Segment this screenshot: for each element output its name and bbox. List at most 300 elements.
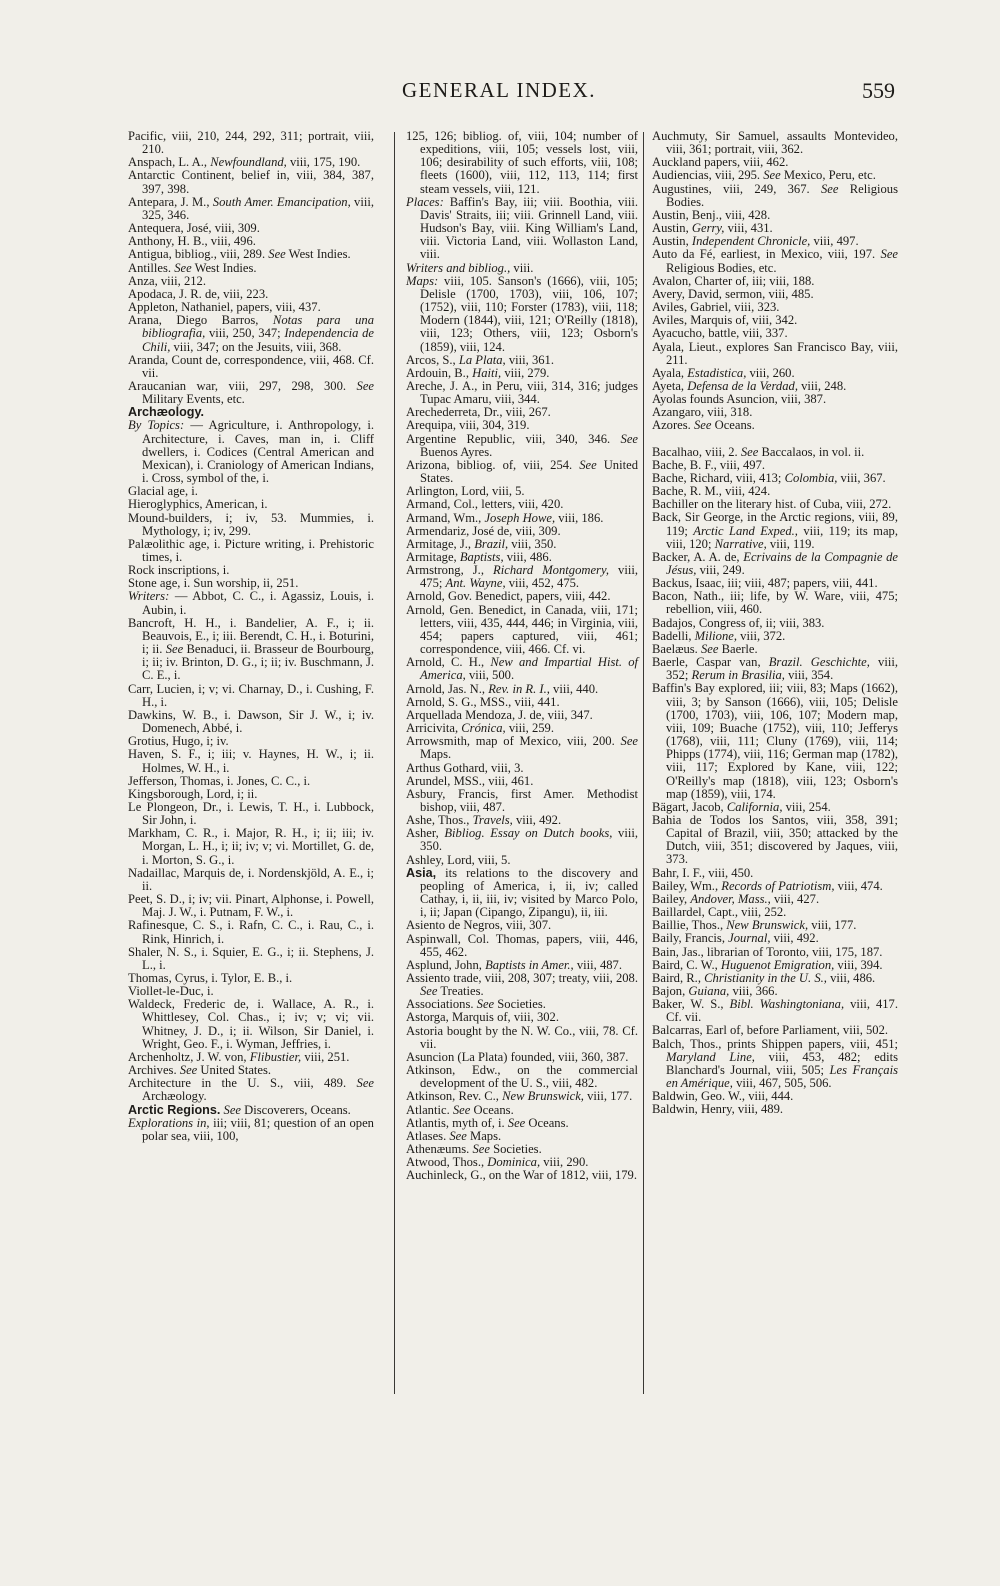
index-text: Armitage, J.,: [406, 536, 475, 551]
index-column-3: [652, 130, 898, 1117]
index-entry: [128, 196, 374, 222]
index-text: viii, 366.: [729, 984, 778, 998]
index-text: viii, 431.: [724, 221, 773, 236]
index-text: Maps:: [406, 273, 439, 288]
index-text: Architecture in the U. S., viii, 489.: [128, 1076, 357, 1091]
index-text: Baily, Francis,: [652, 931, 729, 946]
index-text: Back, Sir George, in the Arctic regions, viii, 89, 119;: [652, 510, 898, 538]
index-text: Notas para una bibliografia,: [142, 313, 374, 341]
index-text: Ayacucho, battle, viii, 337.: [652, 326, 788, 341]
index-entry: [652, 1103, 898, 1116]
index-text: Atkinson, Edw., on the commercial development of the U. S., viii, 482.: [406, 1063, 638, 1091]
index-entry: [128, 617, 374, 683]
index-text: viii, 475;: [420, 563, 638, 591]
index-text: Guiana,: [688, 984, 730, 998]
index-text: Arctic Land Exped.,: [693, 523, 798, 538]
column-rule-left: [394, 132, 395, 1394]
index-text: Antigua, bibliog., viii, 289.: [128, 247, 269, 262]
index-text: viii, 486.: [503, 550, 552, 564]
index-text: See: [763, 168, 781, 183]
index-text: Gerry,: [691, 221, 725, 236]
index-text: Badelli,: [652, 628, 695, 643]
index-entry: [652, 130, 898, 156]
index-text: Anza, viii, 212.: [128, 273, 206, 288]
index-text: Thomas, Cyrus, i. Tylor, E. B., i.: [128, 971, 293, 985]
index-text: Asiento de Negros, viii, 307.: [406, 918, 552, 933]
index-text: Le Plongeon, Dr., i. Lewis, T. H., i. Lubbock, Sir John, i.: [128, 799, 374, 828]
index-text: Newfoundland,: [210, 155, 287, 170]
index-text: Treaties.: [437, 984, 484, 999]
index-text: Antepara, J. M.,: [128, 194, 213, 209]
index-entry: [128, 919, 374, 945]
index-entry: [128, 748, 374, 774]
index-text: 125, 126; bibliog. of, viii, 104; number of expeditions, viii, 105; vessels lost, viii, 106; desirability of such efforts, viii, 108; fleets (1600), viii, 112, 113, 114; first steam vessels, viii, 121.: [406, 129, 638, 196]
index-entry: [128, 590, 374, 616]
index-text: Ayala,: [652, 365, 688, 380]
index-text: Archenholtz, J. W. von,: [128, 1049, 250, 1064]
index-text: Ardouin, B.,: [406, 365, 473, 380]
index-text: Audiencias, viii, 295.: [652, 168, 764, 183]
index-text: Avalon, Charter of, iii; viii, 188.: [652, 273, 815, 288]
index-text: Pacific, viii, 210, 244, 292, 311; portrait, viii, 210.: [128, 129, 374, 157]
index-text: Baldwin, Geo. W., viii, 444.: [652, 1089, 794, 1104]
index-entry: [652, 248, 898, 274]
index-column-1: [128, 130, 374, 1143]
index-text: See: [420, 984, 438, 999]
index-entry: [652, 551, 898, 577]
index-entry: [406, 735, 638, 761]
index-text: Jefferson, Thomas, i. Jones, C. C., i.: [128, 773, 311, 788]
index-text: Maryland Line,: [666, 1049, 755, 1064]
index-text: By Topics:: [128, 418, 185, 433]
index-text: Shaler, N. S., i. Squier, E. G., i; ii. Stephens, J. L., i.: [128, 944, 374, 972]
index-text: Bibliog. Essay on Dutch books,: [444, 826, 613, 841]
index-text: viii, 347; on the Jesuits, viii, 368.: [170, 339, 342, 354]
index-entry: [406, 433, 638, 459]
index-text: Avery, David, sermon, viii, 485.: [652, 286, 814, 301]
index-text: viii, 119; its map, viii, 120;: [666, 523, 898, 551]
index-text: Societies.: [494, 997, 546, 1012]
index-text: Andover, Mass.,: [690, 891, 771, 906]
index-entry: [406, 130, 638, 196]
index-text: viii, 361.: [505, 352, 554, 367]
index-text: viii, 440.: [549, 681, 599, 696]
index-text: Armendariz, José de, viii, 309.: [406, 523, 561, 538]
index-entry: [652, 183, 898, 209]
index-text: Bacalhao, viii, 2.: [652, 444, 741, 459]
index-text: Dawkins, W. B., i. Dawson, Sir J. W., i; iv. Domenech, Abbé, i.: [128, 707, 374, 736]
index-text: Writers:: [128, 589, 170, 604]
index-entry: [128, 893, 374, 919]
index-text: Bacon, Nath., iii; life, by W. Ware, viii, 475; rebellion, viii, 460.: [652, 589, 898, 617]
index-text: Buenos Ayres.: [420, 444, 493, 459]
index-text: Benaduci, ii. Brasseur de Bourbourg, i; ii; iv. Brinton, D. G., i; ii; iv. Buschmann, J. C. E., i.: [142, 642, 374, 683]
index-entry: [128, 946, 374, 972]
index-entry: [406, 656, 638, 682]
index-text: its relations to the discovery and peopling of America, i, ii, iv; called Cathay, i, ii, iii, iv; visited by Marco Polo, i, ii; Japan (Cipango, Zipangu), ii, iii.: [420, 865, 638, 920]
index-entry: [406, 867, 638, 920]
index-text: See: [620, 431, 638, 446]
index-entry: [406, 933, 638, 959]
index-text: Arnold, Gov. Benedict, papers, viii, 442.: [406, 589, 611, 604]
index-text: Bahia de Todos los Santos, viii, 358, 391; Capital of Brazil, viii, 350; attacked by the Dutch, viii, 351; discovered by Jaques, viii, 373.: [652, 812, 898, 867]
index-text: Journal,: [728, 931, 771, 946]
index-text: See: [223, 1102, 242, 1117]
index-text: Bain, Jas., librarian of Toronto, viii, 175, 187.: [652, 944, 883, 959]
index-text: Writers and bibliog.,: [406, 260, 511, 275]
index-text: Colombia,: [784, 470, 838, 485]
index-text: viii, 372.: [737, 628, 786, 643]
index-text: viii, 254.: [782, 799, 831, 814]
index-text: See: [740, 444, 759, 459]
index-text: Glacial age, i.: [128, 484, 198, 499]
index-text: Richard Montgomery,: [493, 563, 609, 578]
index-text: Societies.: [489, 1142, 542, 1157]
index-text: South Amer. Emancipation,: [212, 194, 351, 209]
index-entry: [128, 130, 374, 156]
index-text: Asbury, Francis, first Amer. Methodist bishop, viii, 487.: [406, 786, 638, 814]
index-text: Huguenot Emigration,: [720, 957, 835, 972]
index-text: Apodaca, J. R. de, viii, 223.: [128, 286, 269, 301]
index-text: Maps.: [420, 747, 452, 762]
index-entry: [128, 512, 374, 538]
index-entry: [406, 972, 638, 998]
index-text: Aspinwall, Col. Thomas, papers, viii, 446, 455, 462.: [406, 931, 638, 959]
index-entry: [652, 1038, 898, 1091]
index-entry: [128, 998, 374, 1051]
index-entry: [128, 354, 374, 380]
index-text: Azores.: [652, 418, 694, 433]
index-text: Rerum in Brasilia,: [691, 668, 785, 683]
index-text: See: [700, 641, 719, 656]
index-text: Auchinleck, G., on the War of 1812, viii, 179.: [406, 1168, 637, 1183]
index-text: viii, 452, 475.: [505, 576, 580, 591]
index-text: Bahr, I. F., viii, 450.: [652, 865, 754, 880]
index-text: Arundel, MSS., viii, 461.: [406, 773, 534, 788]
index-text: Arnold, Gen. Benedict, in Canada, viii, 171; letters, viii, 435, 444, 446; in Virginia, viii, 454; papers captured, viii, 461; correspondence, viii, 466. Cf. vi.: [406, 602, 638, 657]
index-heading: Asia,: [406, 865, 437, 880]
index-text: Areche, J. A., in Peru, viii, 314, 316; judges Tupac Amaru, viii, 344.: [406, 378, 638, 407]
index-entry: [128, 314, 374, 353]
index-text: Archæology.: [142, 1089, 207, 1104]
index-text: viii, 352;: [666, 655, 898, 683]
index-text: viii, 467, 505, 506.: [732, 1076, 832, 1091]
index-text: viii, 260.: [746, 365, 795, 380]
index-text: Bägart, Jacob,: [652, 799, 727, 814]
index-text: Carr, Lucien, i; v; vi. Charnay, D., i. Cushing, F. H., i.: [128, 681, 374, 709]
index-text: Baelæus.: [652, 641, 701, 656]
index-text: viii, 350.: [508, 536, 557, 551]
index-text: viii, 248.: [797, 378, 847, 393]
index-entry: [128, 419, 374, 485]
index-text: See: [880, 247, 898, 262]
index-text: Bibl. Washingtoniana,: [729, 997, 845, 1012]
index-text: See: [356, 1076, 374, 1091]
index-text: Atkinson, Rev. C.,: [406, 1089, 503, 1104]
index-text: Ant. Wayne,: [445, 576, 506, 591]
index-text: Arana, Diego Barros,: [128, 313, 273, 328]
index-text: Flibustier,: [249, 1049, 302, 1064]
index-text: viii, 249.: [696, 563, 745, 577]
index-text: Badajos, Congress of, ii; viii, 383.: [652, 615, 825, 630]
index-entry: [652, 682, 898, 800]
index-text: Aviles, Marquis of, viii, 342.: [652, 313, 798, 328]
index-text: New and Impartial Hist. of America,: [420, 655, 639, 683]
index-text: Auckland papers, viii, 462.: [652, 155, 789, 170]
index-text: Peet, S. D., i; iv; vii. Pinart, Alphonse, i. Powell, Maj. J. W., i. Putnam, F. W., i.: [128, 892, 374, 920]
index-text: See: [820, 181, 839, 196]
index-entry: [652, 656, 898, 682]
index-text: Ayeta,: [652, 378, 688, 393]
index-text: Austin, Benj., viii, 428.: [652, 207, 771, 222]
index-heading: Arctic Regions.: [128, 1102, 221, 1117]
index-text: Palæolithic age, i. Picture writing, i. Prehistoric times, i.: [128, 536, 374, 564]
index-text: See: [174, 260, 192, 275]
index-text: Atlantic.: [406, 1102, 453, 1117]
index-text: Grotius, Hugo, i; iv.: [128, 734, 229, 749]
index-text: Narrative,: [714, 536, 767, 551]
index-text: Stone age, i. Sun worship, ii, 251.: [128, 576, 299, 591]
index-text: Independencia de Chili,: [142, 326, 374, 354]
index-text: Arnold, Jas. N.,: [406, 681, 489, 696]
index-column-2: [406, 130, 638, 1183]
index-text: Aviles, Gabriel, viii, 323.: [652, 300, 780, 315]
index-entry: [406, 788, 638, 814]
index-text: Christianity in the U. S.,: [704, 970, 827, 985]
index-text: Appleton, Nathaniel, papers, viii, 437.: [128, 300, 321, 315]
index-text: Religious Bodies.: [666, 181, 898, 209]
index-text: Arrowsmith, map of Mexico, viii, 200.: [406, 734, 621, 749]
index-text: Asher,: [406, 826, 445, 841]
index-text: Argentine Republic, viii, 340, 346.: [406, 431, 621, 446]
index-text: Ashley, Lord, viii, 5.: [406, 852, 511, 867]
index-text: viii, 279.: [501, 365, 550, 380]
index-text: Travels,: [472, 813, 513, 828]
index-entry: [128, 169, 374, 195]
index-text: Baffin's Bay, iii; viii. Boothia, viii. Davis' Straits, iii; viii. Grinnell Land, viii. Hudson's Bay, viii. King William's Land, viii. Victoria Land, viii. Wollaston Land, viii.: [420, 194, 638, 262]
index-entry: [652, 341, 898, 367]
index-text: Oceans.: [525, 1115, 569, 1130]
index-text: Baillardel, Capt., viii, 252.: [652, 905, 787, 920]
index-text: Armand, Col., letters, viii, 420.: [406, 497, 564, 512]
index-text: Baillie, Thos.,: [652, 918, 727, 933]
index-text: Places:: [406, 194, 444, 209]
index-text: viii, 417. Cf. vii.: [666, 997, 899, 1025]
index-text: iii; viii, 81; question of an open polar sea, viii, 100,: [142, 1115, 374, 1143]
index-text: See: [476, 997, 495, 1012]
index-text: Augustines, viii, 249, 367.: [652, 181, 821, 196]
index-text: West Indies.: [285, 247, 351, 262]
index-text: Archives.: [128, 1063, 180, 1078]
index-text: viii, 486.: [826, 970, 876, 985]
index-text: Ayolas founds Asuncion, viii, 387.: [652, 392, 827, 407]
index-text: viii, 492.: [770, 931, 819, 946]
index-text: Bache, Richard, viii, 413;: [652, 470, 785, 485]
index-text: Arequipa, viii, 304, 319.: [406, 418, 530, 433]
index-text: viii, 367.: [837, 470, 886, 485]
index-text: Antarctic Continent, belief in, viii, 384, 387, 397, 398.: [128, 168, 374, 196]
index-entry: [406, 564, 638, 590]
index-text: viii, 497.: [810, 234, 859, 249]
index-text: viii, 394.: [834, 957, 883, 972]
index-text: Arquellada Mendoza, J. de, viii, 347.: [406, 707, 593, 722]
index-heading: Archæology.: [128, 405, 205, 420]
index-text: — Abbot, C. C., i. Agassiz, Louis, i. Aubin, i.: [142, 589, 374, 617]
index-text: Brazil. Geschichte,: [768, 655, 870, 670]
index-text: viii, 325, 346.: [142, 194, 374, 222]
index-text: Records of Patriotism,: [721, 878, 835, 893]
index-entry: [406, 827, 638, 853]
index-text: Rev. in R. I.,: [488, 681, 550, 696]
index-text: See: [356, 378, 374, 393]
index-text: Baird, R.,: [652, 970, 705, 985]
index-text: Armstrong, J.,: [406, 563, 494, 578]
index-text: Auto da Fé, earliest, in Mexico, viii, 197.: [652, 247, 881, 262]
index-entry: [128, 683, 374, 709]
index-text: Bachiller on the literary hist. of Cuba, viii, 272.: [652, 497, 892, 512]
index-text: Waldeck, Frederic de, i. Wallace, A. R., i. Whittlesey, Col. Chas., i; iv; v; vi; vii. Whitney, J. D., i; ii. Wilson, Sir Daniel, i. Wright, Geo. F., i. Wyman, Jeffries, i.: [128, 997, 374, 1051]
index-text: viii, 175, 190.: [286, 155, 361, 170]
index-text: United States.: [420, 457, 638, 486]
index-text: Arnold, S. G., MSS., viii, 441.: [406, 694, 560, 709]
index-text: See: [620, 734, 638, 749]
index-text: Anspach, L. A.,: [128, 155, 211, 170]
index-text: Rafinesque, C. S., i. Rafn, C. C., i. Rau, C., i. Rink, Hinrich, i.: [128, 918, 374, 946]
index-text: Antilles.: [128, 260, 175, 275]
index-entry: [128, 709, 374, 735]
index-text: Austin,: [652, 234, 692, 249]
index-text: Assiento trade, viii, 208, 307; treaty, viii, 208.: [406, 971, 638, 985]
index-text: New Brunswick,: [726, 918, 809, 933]
index-text: Asuncion (La Plata) founded, viii, 360, 387.: [406, 1049, 629, 1064]
index-text: Arizona, bibliog. of, viii, 254.: [406, 457, 580, 472]
index-text: Araucanian war, viii, 297, 298, 300.: [128, 378, 357, 393]
index-text: Mound-builders, i; iv, 53. Mummies, i. Mythology, i; iv, 299.: [128, 510, 374, 538]
index-text: viii, 119.: [766, 536, 815, 551]
index-text: Hieroglyphics, American, i.: [128, 497, 268, 512]
index-text: United States.: [197, 1063, 272, 1078]
index-text: Discoverers, Oceans.: [241, 1102, 351, 1117]
index-text: California,: [726, 799, 783, 814]
index-entry: [128, 867, 374, 893]
page-header: [0, 78, 1000, 108]
index-text: viii, 290.: [540, 1155, 589, 1170]
index-text: Defensa de la Verdad,: [687, 378, 798, 393]
index-text: Balcarras, Earl of, before Parliament, viii, 502.: [652, 1023, 889, 1038]
index-text: Ecrivains de la Compagnie de Jésus,: [666, 549, 898, 577]
index-entry: [406, 604, 638, 657]
index-entry: [406, 1025, 638, 1051]
index-text: See: [693, 418, 712, 433]
index-text: Bajon,: [652, 984, 689, 998]
index-entry: [406, 196, 638, 262]
index-text: Auchmuty, Sir Samuel, assaults Montevideo, viii, 361; portrait, viii, 362.: [652, 129, 898, 157]
index-text: Anthony, H. B., viii, 496.: [128, 234, 256, 249]
index-text: La Plata,: [458, 352, 506, 367]
index-text: Arricivita,: [406, 721, 462, 736]
index-text: Arechederreta, Dr., viii, 267.: [406, 405, 551, 420]
index-entry: [406, 1169, 638, 1182]
index-text: viii, 500.: [465, 668, 515, 683]
index-text: — Agriculture, i. Anthropology, i. Architecture, i. Caves, man in, i. Cliff dwellers, i. Codices (Central American and Mexican), i. Craniology of American Indians, i. Cross, symbol of the, i.: [142, 418, 374, 486]
index-text: viii, 350.: [420, 826, 638, 854]
index-text: Baker, W. S.,: [652, 997, 730, 1012]
index-text: Les Français en Amérique,: [666, 1062, 898, 1091]
index-text: viii, 474.: [834, 878, 883, 893]
index-text: Haiti,: [472, 365, 502, 380]
index-entry: [406, 275, 638, 354]
index-text: Ayala, Lieut., explores San Francisco Bay, viii, 211.: [652, 339, 898, 367]
index-text: Baldwin, Henry, viii, 489.: [652, 1102, 784, 1117]
index-text: See: [507, 1115, 526, 1130]
index-text: viii, 259.: [505, 721, 554, 736]
index-text: viii, 186.: [555, 510, 604, 525]
index-text: Bache, R. M., viii, 424.: [652, 484, 771, 499]
index-text: Astoria bought by the N. W. Co., viii, 78. Cf. vii.: [406, 1023, 638, 1051]
index-text: Mexico, Peru, etc.: [780, 168, 876, 183]
index-text: viii, 251.: [301, 1049, 350, 1064]
index-text: See: [449, 1128, 467, 1143]
index-entry: [652, 419, 898, 432]
index-text: Bache, B. F., viii, 497.: [652, 457, 766, 472]
index-text: Religious Bodies, etc.: [666, 260, 777, 275]
index-entry: [652, 511, 898, 550]
index-text: Antequera, José, viii, 309.: [128, 221, 260, 236]
index-text: Crónica,: [461, 721, 506, 736]
index-text: Baird, C. W.,: [652, 957, 721, 972]
index-text: Baffin's Bay explored, iii; viii, 83; Maps (1662), viii, 3; by Sanson (1666), viii, 105; Delisle (1700, 1703), viii, 106, 107; Modern map, viii, 109; Buache (1752), viii, 110; Jefferys (1768), viii, 111; Cluny (1769), viii, 114; Phipps (1774), viii, 116; German map (1782), viii, 117; Explored by Kane, viii, 122; O'Reilly's map (1818), viii, 123; Osborn's map (1859), viii, 174.: [652, 681, 898, 801]
index-text: See: [452, 1102, 471, 1117]
index-text: Arnold, C. H.,: [406, 655, 491, 670]
index-text: Balch, Thos., prints Shippen papers, viii, 451;: [652, 1036, 898, 1051]
index-text: Atlases.: [406, 1128, 450, 1143]
index-text: Nadaillac, Marquis de, i. Nordenskjöld, A. E., i; ii.: [128, 865, 374, 893]
index-text: See: [579, 457, 597, 472]
index-text: Baccalaos, in vol. ii.: [758, 444, 865, 459]
index-text: Arlington, Lord, viii, 5.: [406, 484, 525, 499]
index-entry: [406, 380, 638, 406]
index-text: See: [179, 1063, 198, 1078]
index-text: Estadistica,: [687, 365, 747, 380]
index-text: viii, 177.: [808, 918, 857, 933]
index-text: viii, 492.: [512, 813, 562, 828]
index-text: Baptists in Amer.,: [485, 957, 574, 972]
index-text: viii, 105. Sanson's (1666), viii, 105; Delisle (1700, 1703), viii, 106, 107; (1752), viii, 110; Forster (1783), viii, 118; Modern (1844), viii, 121; O'Reilly (1818), viii, 123; Others, viii, 123; Osborn's (1859), viii, 124.: [420, 273, 638, 354]
index-text: Backer, A. A. de,: [652, 549, 744, 564]
index-text: Baerle, Caspar van,: [652, 655, 769, 670]
index-text: viii.: [510, 260, 534, 275]
index-text: Athenæums.: [406, 1142, 473, 1157]
index-entry: [406, 1064, 638, 1090]
index-text: Independent Chronicle,: [691, 234, 811, 249]
index-text: Kingsborough, Lord, i; ii.: [128, 786, 258, 801]
index-text: Azangaro, viii, 318.: [652, 405, 753, 420]
index-entry: [652, 590, 898, 616]
index-entry: [128, 380, 374, 406]
index-text: Military Events, etc.: [142, 392, 245, 407]
index-text: Bancroft, H. H., i. Bandelier, A. F., i; ii. Beauvois, E., i; iii. Berendt, C. H., i. Boturini, i; ii.: [128, 615, 374, 657]
index-text: viii, 453, 482; edits Blanchard's Journal, viii, 505;: [666, 1049, 898, 1077]
index-text: Backus, Isaac, iii; viii, 487; papers, viii, 441.: [652, 576, 878, 591]
index-text: viii, 177.: [583, 1089, 633, 1104]
index-entry: [652, 814, 898, 867]
index-text: Markham, C. R., i. Major, R. H., i; ii; iii; iv. Morgan, L. H., i; ii; iv; v; vi. Mortillet, G. de, i. Morton, S. G., i.: [128, 826, 374, 867]
index-text: viii, 354.: [784, 668, 834, 683]
running-head: GENERAL INDEX.: [402, 78, 597, 102]
index-text: Viollet-le-Duc, i.: [128, 984, 214, 999]
index-text: See: [268, 247, 286, 262]
index-text: Dominica,: [487, 1155, 541, 1170]
